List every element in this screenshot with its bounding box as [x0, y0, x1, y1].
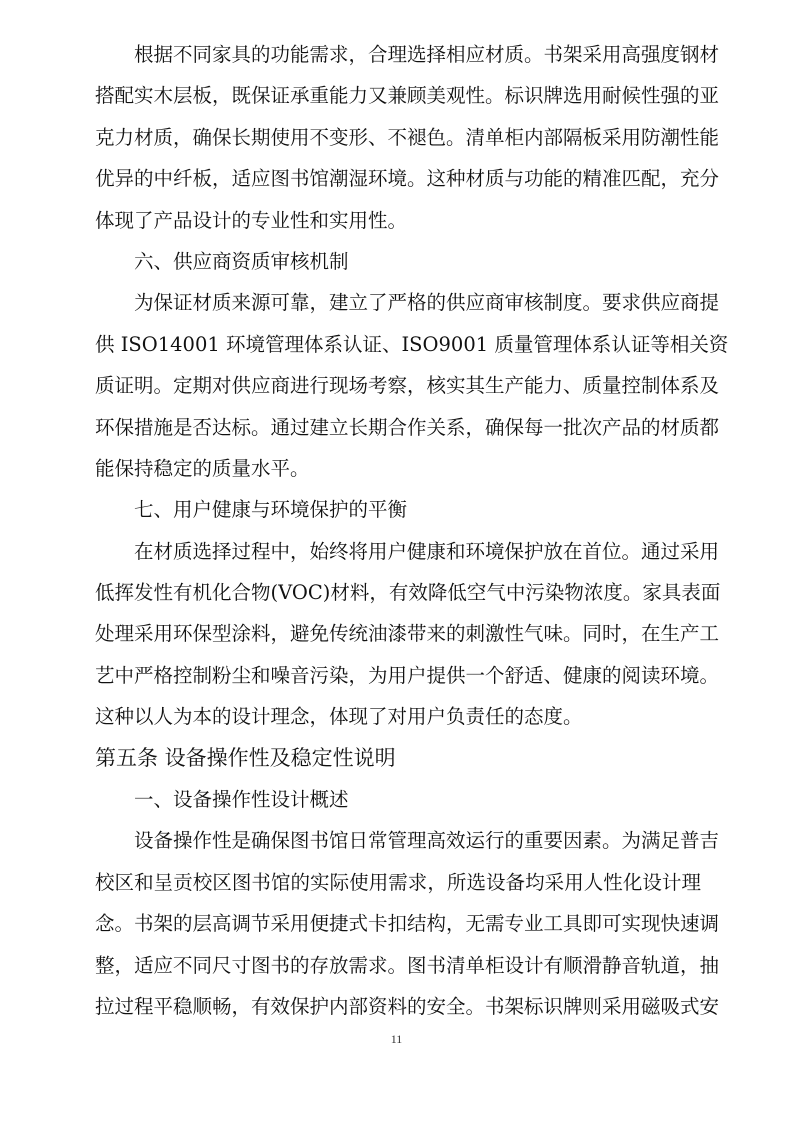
text-line: 能保持稳定的质量水平。 — [95, 456, 310, 480]
text-line: 克力材质，确保长期使用不变形、不褪色。清单柜内部隔板采用防潮性能 — [95, 125, 720, 149]
text-line: 处理采用环保型涂料，避免传统油漆带来的刺激性气味。同时，在生产工 — [95, 622, 720, 646]
section-heading — [95, 779, 701, 820]
text-line: 根据不同家具的功能需求，合理选择相应材质。书架采用高强度钢材 — [134, 43, 720, 66]
text-line: 在材质选择过程中，始终将用户健康和环境保护放在首位。通过采用 — [134, 539, 720, 563]
text-line: 整，适应不同尺寸图书的存放需求。图书清单柜设计有顺滑静音轨道，抽 — [95, 953, 720, 977]
text-line: 环保措施是否达标。通过建立长期合作关系，确保每一批次产品的材质都 — [95, 415, 720, 439]
paragraph — [95, 531, 721, 738]
text-line: 供 ISO14001 环境管理体系认证、ISO9001 质量管理体系认证等相关资 — [95, 332, 729, 356]
paragraph — [95, 282, 729, 489]
page-number: 11 — [390, 1032, 403, 1046]
text-line: 第五条 设备操作性及稳定性说明 — [95, 745, 396, 770]
article-title — [95, 738, 701, 779]
text-line: 艺中严格控制粉尘和噪音污染，为用户提供一个舒适、健康的阅读环境。 — [95, 663, 720, 687]
text-line: 低挥发性有机化合物(VOC)材料，有效降低空气中污染物浓度。家具表面 — [95, 581, 721, 605]
text-line: 设备操作性是确保图书馆日常管理高效运行的重要因素。为满足普吉 — [134, 829, 720, 853]
document-body — [95, 34, 729, 1027]
section-heading — [95, 241, 701, 282]
paragraph — [95, 820, 720, 1027]
text-line: 搭配实木层板，既保证承重能力又兼顾美观性。标识牌选用耐候性强的亚 — [95, 84, 720, 108]
section-heading — [95, 489, 701, 530]
text-line: 一、设备操作性设计概述 — [134, 788, 349, 812]
paragraph — [95, 34, 720, 241]
text-line: 六、供应商资质审核机制 — [134, 249, 349, 273]
text-line: 这种以人为本的设计理念，体现了对用户负责任的态度。 — [95, 705, 583, 729]
text-line: 为保证材质来源可靠，建立了严格的供应商审核制度。要求供应商提 — [134, 291, 720, 315]
text-line: 七、用户健康与环境保护的平衡 — [134, 498, 408, 522]
text-line: 校区和呈贡校区图书馆的实际使用需求，所选设备均采用人性化设计理 — [95, 870, 701, 894]
text-line: 体现了产品设计的专业性和实用性。 — [95, 208, 408, 232]
text-line: 念。书架的层高调节采用便捷式卡扣结构，无需专业工具即可实现快速调 — [95, 912, 720, 936]
text-line: 拉过程平稳顺畅，有效保护内部资料的安全。书架标识牌则采用磁吸式安 — [95, 994, 720, 1018]
text-line: 优异的中纤板，适应图书馆潮湿环境。这种材质与功能的精准匹配，充分 — [95, 167, 720, 191]
text-line: 质证明。定期对供应商进行现场考察，核实其生产能力、质量控制体系及 — [95, 374, 720, 398]
